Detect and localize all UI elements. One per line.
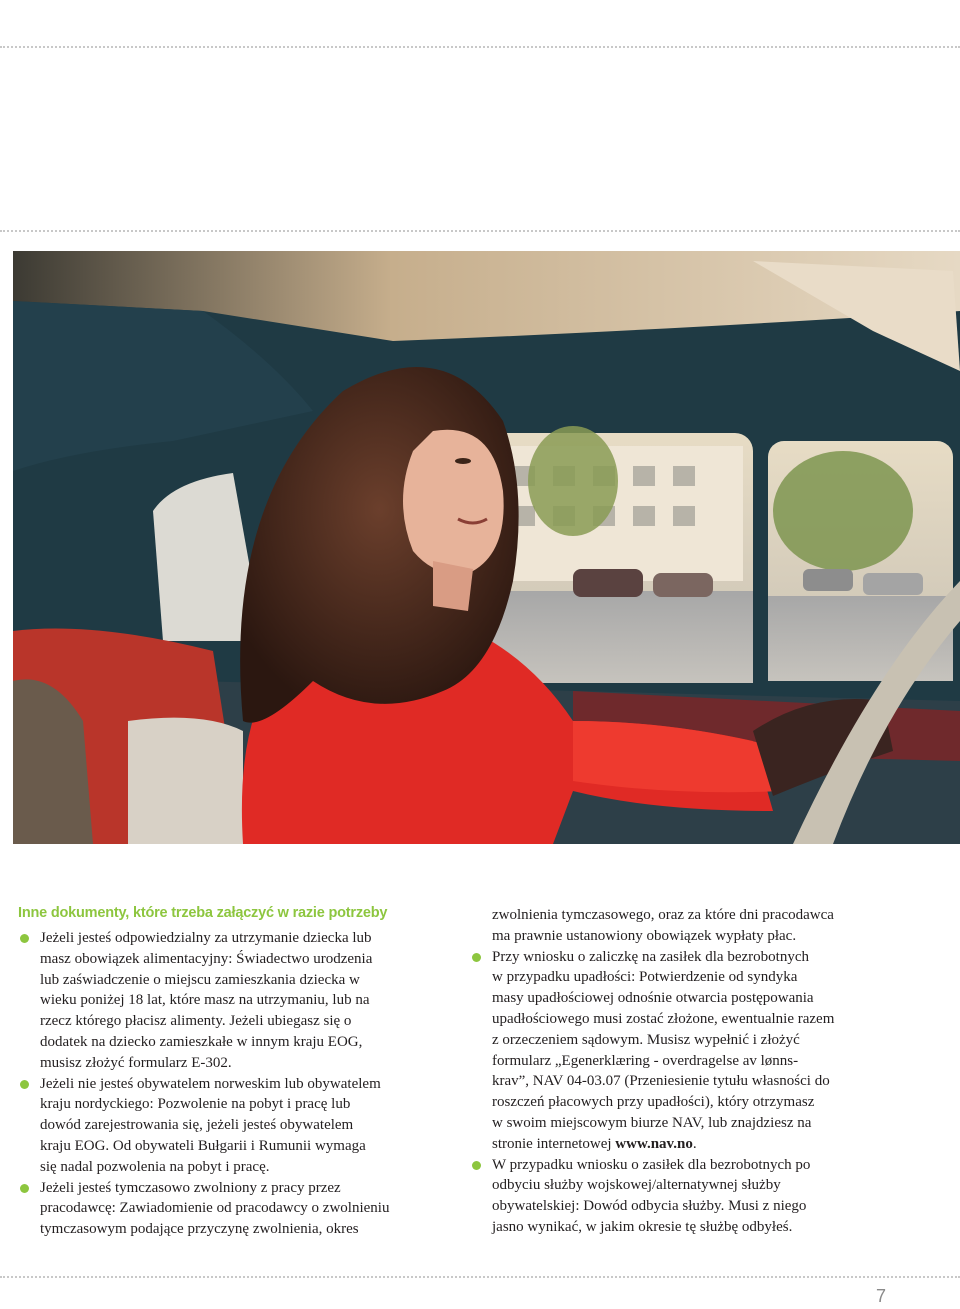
bullet-icon xyxy=(20,1080,29,1089)
list-item: Przy wniosku o zaliczkę na zasiłek dla bezrobotnych w przypadku upadłości: Potwierdzenie od syndyka masy upadłościowej odnośnie otwarcia postępowania upadłościowego musi zostać złożone, ewentualnie razem z orzeczeniem sądowym. Musisz wypełnić i złożyć formularz „Egenerklæring - overdragelse av lønns- krav”, NAV 04-03.07 (Przeniesienie tytułu własności do roszczeń płacowych przy upadłości), który otrzymasz w swoim miejscowym biurze NAV, lub znajdziesz na stronie internetowej www.nav.no. xyxy=(470,947,910,1155)
bullet-icon xyxy=(20,934,29,943)
bullet-icon xyxy=(472,953,481,962)
bullet-icon xyxy=(20,1184,29,1193)
photo-dotted-rule xyxy=(0,230,960,232)
woman-driving-car-photo xyxy=(13,251,960,844)
list-item: Jeżeli nie jesteś obywatelem norweskim lub obywatelem kraju nordyckiego: Pozwolenie na pobyt i pracę lub dowód zarejestrowania się, jeżeli jesteś obywatelem kraju EOG. Od obywateli Bułgarii i Rumunii wymaga się nadal pozwolenia na pobyt i pracę. xyxy=(18,1074,448,1178)
list-item-continuation: zwolnienia tymczasowego, oraz za które dni pracodawca ma prawnie ustanowiony obowiązek wypłaty płac. xyxy=(492,907,834,944)
list-item: W przypadku wniosku o zasiłek dla bezrobotnych po odbyciu służby wojskowej/alternatywnej służby obywatelskiej: Dowód odbycia służby. Musi z niego jasno wynikać, w jakim okresie tę służbę odbyłeś. xyxy=(470,1155,910,1238)
bullet-icon xyxy=(472,1161,481,1170)
list-item: Jeżeli jesteś tymczasowo zwolniony z pracy przez pracodawcę: Zawiadomienie od pracodawcy o zwolnieniu tymczasowym podające przyczynę zwolnienia, okres xyxy=(18,1178,448,1240)
top-dotted-rule xyxy=(0,46,960,48)
section-heading: Inne dokumenty, które trzeba załączyć w razie potrzeby xyxy=(18,905,388,921)
page-number: 7 xyxy=(875,1286,886,1306)
right-column xyxy=(470,905,910,1238)
nav-website-link[interactable]: www.nav.no xyxy=(615,1135,693,1152)
left-column xyxy=(18,928,448,1240)
bottom-dotted-rule xyxy=(0,1276,960,1278)
list-item: Jeżeli jesteś odpowiedzialny za utrzymanie dziecka lub masz obowiązek alimentacyjny: Świadectwo urodzenia lub zaświadczenie o miejscu zamieszkania dziecka w wieku poniżej 18 lat, które masz na utrzymaniu, lub na rzecz którego płacisz alimenty. Jeżeli ubiegasz się o dodatek na dziecko zamieszkałe w innym kraju EOG, musisz złożyć formularz E-302. xyxy=(18,928,448,1074)
web-line: stronie internetowej www.nav.no. xyxy=(492,1135,697,1152)
